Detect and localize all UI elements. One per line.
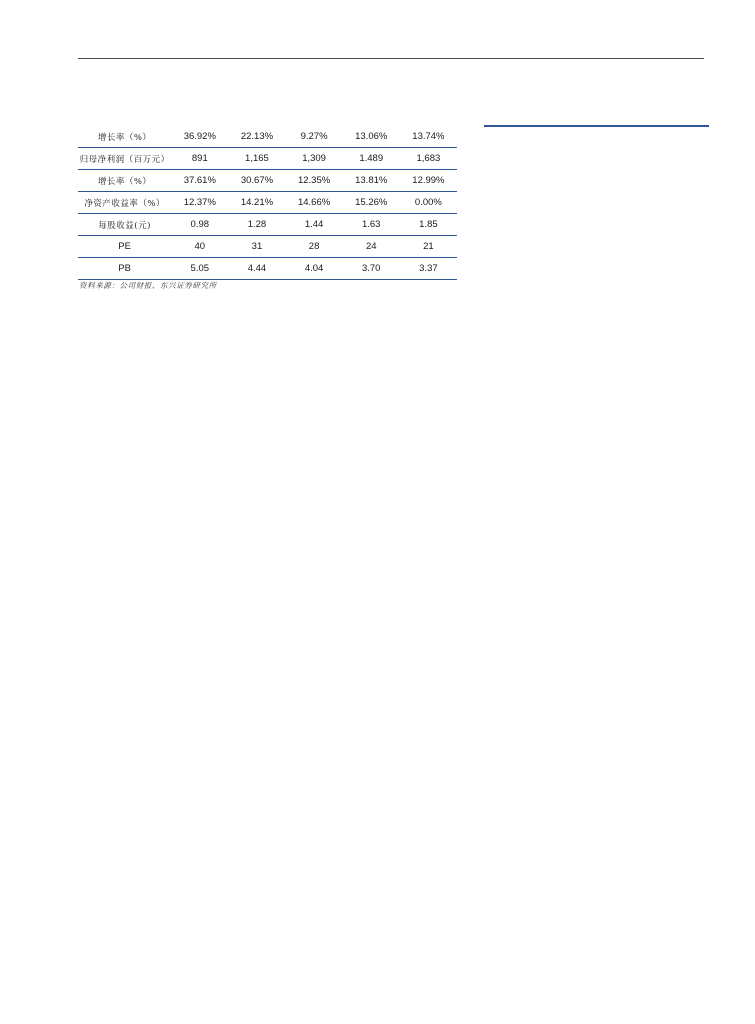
sidebar-rule: [484, 125, 709, 127]
table-cell: 13.06%: [343, 126, 400, 148]
table-cell: 1.489: [343, 148, 400, 170]
header-rule: [78, 58, 704, 59]
table-row-eps: [78, 214, 457, 236]
table-row-pe: [78, 236, 457, 258]
table-cell: 1,683: [400, 148, 457, 170]
table-cell: 1.85: [400, 214, 457, 236]
table-cell: 31: [228, 236, 285, 258]
table-cell: 1.44: [286, 214, 343, 236]
table-cell: 30.67%: [228, 170, 285, 192]
table-cell: 4.44: [228, 258, 285, 280]
earnings-forecast-table: [78, 126, 457, 280]
table-cell: 14.66%: [286, 192, 343, 214]
row-label: 增长率（%）: [78, 170, 171, 192]
table-cell: 891: [171, 148, 228, 170]
table-cell: 22.13%: [228, 126, 285, 148]
table-cell: 1,165: [228, 148, 285, 170]
table-cell: 0.00%: [400, 192, 457, 214]
row-label: 每股收益(元): [78, 214, 171, 236]
table-cell: 9.27%: [286, 126, 343, 148]
row-label: 归母净利润（百万元）: [78, 148, 171, 170]
row-label: 净资产收益率（%）: [78, 192, 171, 214]
source-note: 资料来源：公司财报、东兴证券研究所: [79, 281, 217, 290]
table-cell: 1,309: [286, 148, 343, 170]
table-cell: 40: [171, 236, 228, 258]
table-cell: 15.26%: [343, 192, 400, 214]
row-label: 增长率（%）: [78, 126, 171, 148]
table-cell: 28: [286, 236, 343, 258]
table-row-roe: [78, 192, 457, 214]
table-cell: 12.37%: [171, 192, 228, 214]
table-cell: 14.21%: [228, 192, 285, 214]
table-cell: 5.05: [171, 258, 228, 280]
table-cell: 13.81%: [343, 170, 400, 192]
table-cell: 13.74%: [400, 126, 457, 148]
table-cell: 3.37: [400, 258, 457, 280]
row-label: PB: [78, 258, 171, 280]
table-cell: 4.04: [286, 258, 343, 280]
table-cell: 12.35%: [286, 170, 343, 192]
table-row-profit-growth-rate: [78, 170, 457, 192]
table-cell: 24: [343, 236, 400, 258]
table-row-growth-rate: [78, 126, 457, 148]
table-cell: 37.61%: [171, 170, 228, 192]
row-label: PE: [78, 236, 171, 258]
table-cell: 21: [400, 236, 457, 258]
table-cell: 3.70: [343, 258, 400, 280]
table-cell: 36.92%: [171, 126, 228, 148]
table-row-net-profit: [78, 148, 457, 170]
table-cell: 0.98: [171, 214, 228, 236]
table-cell: 1.63: [343, 214, 400, 236]
table-cell: 1.28: [228, 214, 285, 236]
table-row-pb: [78, 258, 457, 280]
table-cell: 12.99%: [400, 170, 457, 192]
